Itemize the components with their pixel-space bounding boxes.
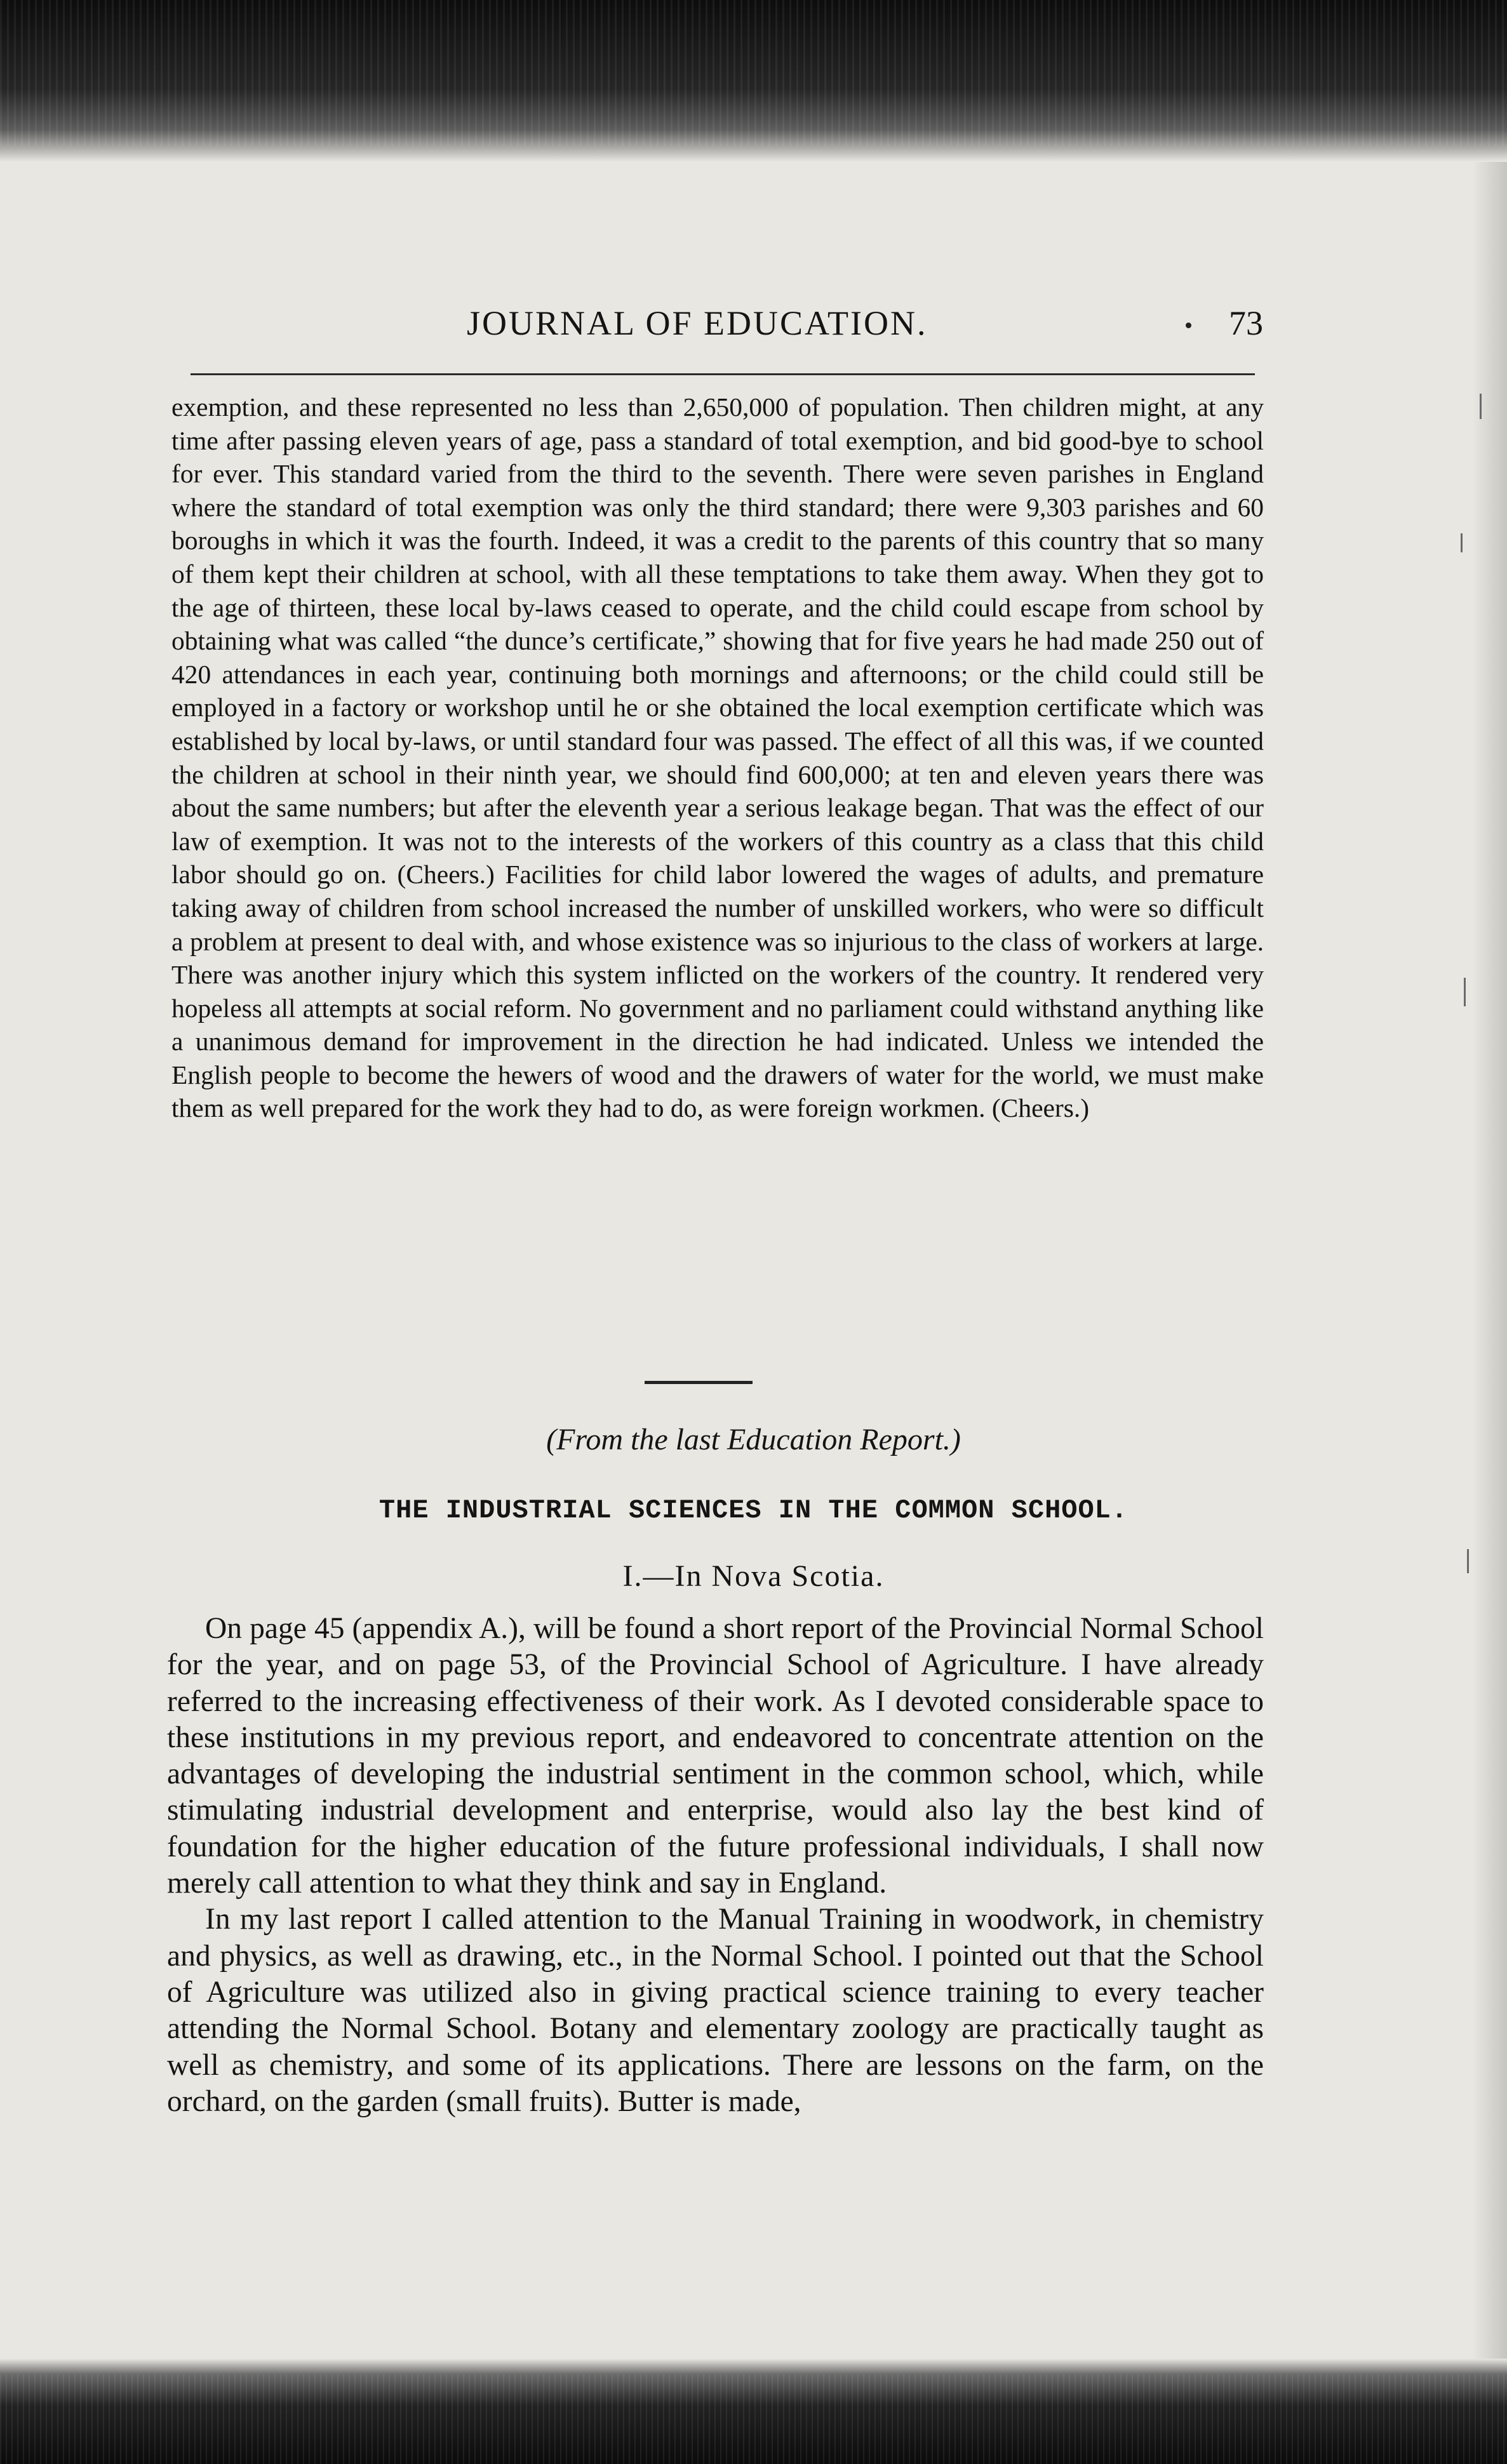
- margin-mark: [1464, 978, 1466, 1006]
- running-title: JOURNAL OF EDUCATION.: [467, 304, 928, 342]
- upper-text-block: [171, 390, 1264, 1125]
- paragraph-2: In my last report I called attention to the Manual Training in woodwork, in chemistry and physics, as well as drawing, etc., in the Normal School. I pointed out that the School of Agriculture was utilized also in giving practical science training to every teacher attending the Normal School. Botany and elementary zoology are practically taught as well as chemistry, and some of its applications. There are lessons on the farm, on the orchard, on the garden (small fruits). Butter is made,: [167, 1903, 1264, 2118]
- section-subtitle: I.—In Nova Scotia.: [622, 1559, 885, 1593]
- scan-right-edge: [1472, 162, 1507, 2359]
- upper-paragraph: exemption, and these represented no less than 2,650,000 of population. Then children might, at any time after passing eleven years of age, pass a standard of total exemption, and bid good-bye to school for ever. This standard varied from the third to the seventh. There were seven parishes in England where the standard of total exemption was only the third standard; there were 9,303 parishes and 60 boroughs in which it was the fourth. Indeed, it was a credit to the parents of this country that so many of them kept their children at school, with all these temptations to take them away. When they got to the age of thirteen, these local by-laws ceased to operate, and the child could escape from school by obtaining what was called “the dunce’s certificate,” showing that for five years he had made 250 out of 420 attendances in each year, continuing both mornings and afternoons; or the child could still be employed in a factory or workshop until he or she obtained the local exemption certificate which was established by local by-laws, or until standard four was passed. The effect of all this was, if we counted the children at school in their ninth year, we should find 600,000; at ten and eleven years there was about the same numbers; but after the eleventh year a serious leakage began. That was the effect of our law of exemption. It was not to the interests of the workers of this country as a class that this child labor should go on. (Cheers.) Facilities for child labor lowered the wages of adults, and premature taking away of children from school increased the number of unskilled workers, who were so difficult a problem at present to deal with, and whose existence was so injurious to the class of workers at large. There was another injury which this system inflicted on the workers of the country. It rendered very hopeless all attempts at social reform. No government and no parliament could withstand anything like a unanimous demand for improvement in the direction he had indicated. Unless we intended the English people to become the hewers of wood and the drawers of water for the world, we must make them as well prepared for the work they had to do, as were foreign workmen. (Cheers.): [171, 392, 1264, 1123]
- header-rule: [191, 373, 1255, 375]
- source-note: (From the last Education Report.): [546, 1423, 961, 1456]
- section-title: THE INDUSTRIAL SCIENCES IN THE COMMON SCHOOL.: [378, 1495, 1129, 1526]
- paragraph-1: On page 45 (appendix A.), will be found a short report of the Provincial Normal School for the year, and on page 53, of the Provincial School of Agriculture. I have already referred to the increasing effectiveness of their work. As I devoted considerable space to these institutions in my previous report, and endeavored to concentrate attention on the advantages of developing the industrial sentiment in the common school, which, while stimulating industrial development and enterprise, would also lay the best kind of foundation for the higher education of the future professional individuals, I shall now merely call attention to what they think and say in England.: [167, 1612, 1264, 1900]
- scan-top-texture: [0, 0, 1507, 146]
- section-divider: [645, 1381, 753, 1384]
- header-dot: [1186, 323, 1191, 328]
- margin-mark: [1480, 394, 1482, 419]
- page-number: 73: [1229, 304, 1263, 342]
- scan-bottom-texture: [0, 2374, 1507, 2464]
- margin-mark: [1461, 533, 1463, 552]
- lower-text-block: [167, 1611, 1264, 2120]
